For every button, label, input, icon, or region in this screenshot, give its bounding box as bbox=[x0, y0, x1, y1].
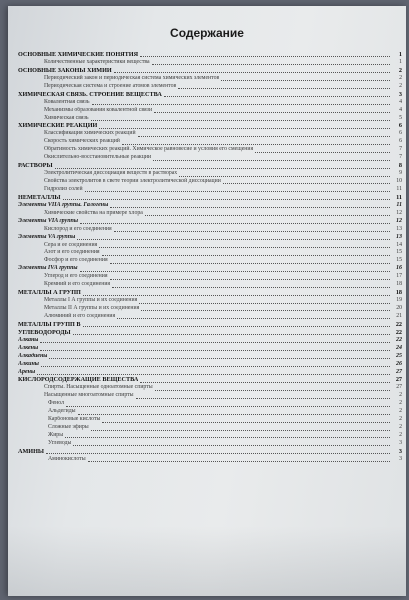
toc-entry-page-number: 18 bbox=[396, 281, 402, 288]
toc-dot-leader bbox=[78, 413, 390, 415]
toc-entry bbox=[18, 369, 402, 377]
toc-entry-label: Механизмы образования ковалентной связи bbox=[44, 106, 153, 113]
toc-dot-leader bbox=[91, 429, 390, 431]
toc-dot-leader bbox=[73, 333, 390, 335]
toc-entry-page-number: 11 bbox=[396, 185, 402, 192]
toc-entry-page-number: 17 bbox=[396, 273, 402, 280]
toc-entry-page-number: 12 bbox=[396, 209, 402, 216]
toc-entry-page-number: 2 bbox=[399, 74, 402, 81]
toc-entry bbox=[18, 210, 402, 218]
toc-dot-leader bbox=[117, 317, 390, 319]
toc-dot-leader bbox=[63, 198, 391, 200]
toc-entry bbox=[18, 289, 402, 297]
toc-entry bbox=[18, 146, 402, 154]
toc-dot-leader bbox=[83, 294, 390, 296]
toc-entry-page-number: 22 bbox=[395, 320, 402, 328]
toc-dot-leader bbox=[80, 270, 390, 272]
toc-entry-label: ОСНОВНЫЕ ХИМИЧЕСКИЕ ПОНЯТИЯ bbox=[18, 51, 139, 58]
toc-entry-page-number: 13 bbox=[396, 233, 402, 240]
toc-entry-label: Кислород и его соединения bbox=[44, 225, 112, 232]
toc-entry-label: Альдегиды bbox=[48, 408, 76, 415]
toc-entry bbox=[18, 67, 402, 75]
toc-dot-leader bbox=[88, 460, 390, 462]
toc-dot-leader bbox=[102, 254, 390, 256]
toc-entry bbox=[18, 456, 402, 464]
toc-entry-page-number: 7 bbox=[399, 146, 402, 153]
toc-entry-label: МЕТАЛЛЫ А ГРУПП bbox=[18, 289, 81, 297]
toc-entry bbox=[18, 51, 402, 59]
toc-entry-page-number: 18 bbox=[395, 289, 402, 297]
toc-dot-leader bbox=[99, 127, 390, 129]
toc-entry-page-number: 22 bbox=[396, 336, 402, 343]
toc-entry-page-number: 6 bbox=[399, 130, 402, 137]
toc-entry-label: Свойства электролитов в свете теории электролитической диссоциации bbox=[44, 178, 221, 184]
toc-entry bbox=[18, 162, 402, 170]
toc-entry-label: Металлы I А группы и их соединения bbox=[44, 297, 138, 304]
toc-entry-page-number: 2 bbox=[399, 408, 402, 415]
toc-dot-leader bbox=[37, 373, 390, 375]
toc-entry-label: Элементы VA группы bbox=[18, 233, 76, 240]
toc-entry-label: Металлы II А группы и их соединения bbox=[44, 305, 140, 311]
toc-entry-page-number: 25 bbox=[396, 352, 402, 359]
toc-entry bbox=[18, 273, 402, 281]
toc-dot-leader bbox=[139, 302, 390, 304]
toc-entry-page-number: 14 bbox=[396, 241, 402, 248]
toc-dot-leader bbox=[155, 389, 390, 391]
toc-entry-page-number: 15 bbox=[396, 257, 402, 264]
toc-dot-leader bbox=[164, 95, 390, 97]
toc-entry bbox=[18, 384, 402, 392]
toc-entry bbox=[18, 353, 402, 361]
table-of-contents bbox=[18, 51, 402, 464]
toc-entry-label: Скорость химических реакций bbox=[44, 138, 120, 145]
toc-dot-leader bbox=[110, 206, 390, 208]
toc-entry bbox=[18, 115, 402, 123]
toc-entry-label: Алкадиены bbox=[18, 352, 48, 359]
toc-entry-label: Элементы VIIA группы. Галогены bbox=[18, 201, 109, 208]
toc-entry-label: РАСТВОРЫ bbox=[18, 162, 53, 170]
toc-dot-leader bbox=[141, 309, 390, 311]
toc-entry-label: Алкины bbox=[18, 360, 39, 367]
toc-entry-label: Углеводы bbox=[48, 439, 72, 446]
toc-entry-page-number: 1 bbox=[398, 51, 402, 58]
toc-dot-leader bbox=[92, 103, 391, 105]
toc-dot-leader bbox=[221, 79, 390, 81]
document-page bbox=[8, 6, 406, 596]
toc-entry bbox=[18, 432, 402, 440]
toc-dot-leader bbox=[136, 397, 390, 399]
toc-entry-page-number: 9 bbox=[399, 170, 402, 177]
toc-entry-page-number: 2 bbox=[399, 416, 402, 423]
toc-entry-page-number: 3 bbox=[399, 455, 402, 462]
toc-dot-leader bbox=[80, 222, 390, 224]
toc-entry-label: Периодический закон и периодическая система химических элементов bbox=[44, 74, 220, 81]
toc-dot-leader bbox=[66, 405, 390, 407]
toc-dot-leader bbox=[83, 325, 391, 327]
toc-entry-page-number: 2 bbox=[399, 392, 402, 399]
toc-dot-leader bbox=[91, 119, 390, 121]
toc-entry-page-number: 12 bbox=[396, 217, 402, 224]
toc-entry-label: КИСЛОРОДСОДЕРЖАЩИЕ ВЕЩЕСТВА bbox=[18, 376, 139, 384]
toc-entry-label: Классификация химических реакций bbox=[44, 130, 136, 137]
toc-entry-label: ОСНОВНЫЕ ЗАКОНЫ ХИМИИ bbox=[18, 66, 112, 74]
toc-entry-label: АМИНЫ bbox=[18, 447, 45, 455]
toc-entry-page-number: 6 bbox=[399, 138, 402, 145]
toc-entry-label: Алюминий и его соединения bbox=[44, 312, 116, 319]
toc-entry-label: Элементы VIA группы bbox=[18, 217, 79, 224]
toc-dot-leader bbox=[46, 452, 390, 454]
toc-entry-label: Обратимость химических реакций. Химическое равновесие и условия его смещения bbox=[44, 146, 254, 153]
toc-entry bbox=[18, 265, 402, 273]
toc-dot-leader bbox=[114, 71, 390, 73]
toc-entry bbox=[18, 400, 402, 408]
toc-entry-label: Жиры bbox=[48, 432, 64, 438]
toc-entry bbox=[18, 122, 402, 130]
toc-dot-leader bbox=[112, 286, 390, 288]
toc-entry-page-number: 11 bbox=[396, 201, 402, 208]
toc-entry bbox=[18, 202, 402, 210]
toc-entry-page-number: 21 bbox=[396, 312, 402, 319]
toc-entry bbox=[18, 329, 402, 337]
toc-dot-leader bbox=[140, 55, 390, 57]
toc-entry bbox=[18, 107, 402, 115]
toc-dot-leader bbox=[110, 278, 390, 280]
toc-entry-label: Алканы bbox=[18, 336, 39, 343]
toc-entry-label: МЕТАЛЛЫ ГРУПП В bbox=[18, 320, 81, 328]
toc-entry-page-number: 4 bbox=[399, 98, 402, 105]
toc-dot-leader bbox=[153, 159, 390, 161]
toc-entry-label: Химическая связь bbox=[44, 114, 89, 121]
toc-entry-page-number: 10 bbox=[396, 178, 402, 184]
toc-dot-leader bbox=[85, 190, 390, 192]
toc-entry bbox=[18, 345, 402, 353]
toc-entry bbox=[18, 130, 402, 138]
toc-entry-page-number: 26 bbox=[396, 360, 402, 367]
toc-entry-page-number: 4 bbox=[399, 106, 402, 113]
toc-entry-page-number: 8 bbox=[398, 162, 402, 170]
toc-dot-leader bbox=[73, 444, 390, 446]
toc-entry-label: Элементы IVA группы bbox=[18, 265, 78, 272]
toc-entry-page-number: 3 bbox=[399, 439, 402, 446]
toc-entry-label: ХИМИЧЕСКИЕ РЕАКЦИИ bbox=[18, 122, 98, 130]
toc-entry-page-number: 24 bbox=[396, 344, 402, 351]
toc-entry-page-number: 13 bbox=[396, 225, 402, 232]
page-title: Содержание bbox=[170, 26, 244, 40]
toc-entry bbox=[18, 257, 402, 265]
toc-entry-label: Карбоновые кислоты bbox=[48, 416, 101, 423]
toc-entry-page-number: 20 bbox=[396, 305, 402, 311]
toc-entry-page-number: 27 bbox=[395, 376, 402, 384]
toc-entry-page-number: 3 bbox=[398, 90, 402, 98]
toc-dot-leader bbox=[65, 436, 390, 438]
toc-entry bbox=[18, 91, 402, 99]
toc-dot-leader bbox=[152, 63, 390, 65]
toc-entry-label: Спирты. Насыщенные одноатомные спирты bbox=[44, 384, 153, 391]
toc-dot-leader bbox=[49, 357, 390, 359]
toc-entry bbox=[18, 242, 402, 250]
toc-entry-page-number: 27 bbox=[396, 368, 402, 375]
toc-entry-label: Углерод и его соединения bbox=[44, 273, 108, 280]
toc-dot-leader bbox=[138, 135, 390, 137]
toc-entry-page-number: 5 bbox=[399, 114, 402, 121]
toc-entry-label: Сложные эфиры bbox=[48, 424, 89, 431]
toc-entry bbox=[18, 59, 402, 67]
toc-dot-leader bbox=[145, 214, 390, 216]
toc-entry-label: Количественные характеристики вещества bbox=[44, 58, 150, 65]
toc-entry-label: УГЛЕВОДОРОДЫ bbox=[18, 328, 71, 336]
toc-entry bbox=[18, 234, 402, 242]
toc-dot-leader bbox=[40, 341, 390, 343]
toc-dot-leader bbox=[99, 246, 390, 248]
toc-entry-page-number: 6 bbox=[398, 122, 402, 130]
toc-entry bbox=[18, 249, 402, 257]
toc-dot-leader bbox=[77, 238, 390, 240]
toc-entry-page-number: 7 bbox=[399, 154, 402, 161]
toc-entry-label: Гидролиз солей bbox=[44, 185, 83, 192]
toc-dot-leader bbox=[140, 381, 390, 383]
toc-entry-page-number: 27 bbox=[396, 384, 402, 391]
toc-entry bbox=[18, 448, 402, 456]
toc-entry bbox=[18, 361, 402, 369]
toc-entry bbox=[18, 178, 402, 186]
toc-entry-page-number: 15 bbox=[396, 249, 402, 256]
toc-dot-leader bbox=[223, 182, 390, 184]
toc-dot-leader bbox=[40, 349, 390, 351]
toc-entry-label: Аминокислоты bbox=[48, 455, 86, 462]
toc-entry-label: Азот и его соединения bbox=[44, 249, 100, 256]
toc-entry bbox=[18, 408, 402, 416]
toc-dot-leader bbox=[41, 365, 390, 367]
toc-entry bbox=[18, 305, 402, 313]
toc-entry bbox=[18, 138, 402, 146]
toc-dot-leader bbox=[122, 143, 390, 145]
toc-entry-label: Арены bbox=[18, 368, 36, 375]
toc-entry bbox=[18, 416, 402, 424]
toc-entry-label: Алкены bbox=[18, 344, 39, 351]
toc-entry-page-number: 19 bbox=[396, 297, 402, 304]
toc-entry-label: Кремний и его соединения bbox=[44, 281, 111, 288]
toc-entry bbox=[18, 424, 402, 432]
toc-dot-leader bbox=[178, 87, 390, 89]
toc-entry bbox=[18, 376, 402, 384]
toc-entry-page-number: 2 bbox=[399, 82, 402, 89]
toc-entry-page-number: 11 bbox=[396, 193, 402, 201]
toc-entry bbox=[18, 170, 402, 178]
toc-entry-label: Фенол bbox=[48, 400, 64, 407]
toc-entry-page-number: 2 bbox=[398, 66, 402, 74]
toc-dot-leader bbox=[255, 151, 390, 153]
toc-dot-leader bbox=[55, 167, 390, 169]
toc-entry-page-number: 16 bbox=[396, 265, 402, 272]
toc-entry bbox=[18, 194, 402, 202]
toc-entry bbox=[18, 75, 402, 83]
toc-entry bbox=[18, 218, 402, 226]
toc-entry bbox=[18, 186, 402, 194]
toc-entry-label: Электролитическая диссоциация веществ в растворах bbox=[44, 170, 178, 177]
toc-entry-page-number: 1 bbox=[399, 58, 402, 65]
toc-entry-label: Окислительно-восстановительные реакции bbox=[44, 154, 152, 161]
toc-entry-page-number: 2 bbox=[399, 432, 402, 438]
toc-dot-leader bbox=[102, 421, 390, 423]
toc-entry-label: Периодическая система и строение атомов элементов bbox=[44, 82, 177, 89]
toc-entry bbox=[18, 154, 402, 162]
toc-entry-label: НЕМЕТАЛЛЫ bbox=[18, 193, 61, 201]
toc-dot-leader bbox=[154, 111, 390, 113]
toc-entry bbox=[18, 297, 402, 305]
toc-entry-label: Ковалентная связь bbox=[44, 98, 90, 105]
toc-entry-page-number: 22 bbox=[395, 328, 402, 336]
toc-dot-leader bbox=[114, 230, 390, 232]
toc-entry bbox=[18, 321, 402, 329]
toc-entry bbox=[18, 226, 402, 234]
toc-dot-leader bbox=[179, 175, 390, 177]
toc-entry bbox=[18, 337, 402, 345]
toc-entry bbox=[18, 440, 402, 448]
toc-entry-label: Сера и ее соединения bbox=[44, 241, 98, 248]
toc-entry bbox=[18, 392, 402, 400]
toc-dot-leader bbox=[110, 262, 390, 264]
toc-entry-label: Фосфор и его соединения bbox=[44, 257, 108, 264]
toc-entry-page-number: 3 bbox=[398, 447, 402, 455]
toc-entry bbox=[18, 83, 402, 91]
toc-entry-label: Насыщенные многоатомные спирты bbox=[44, 392, 134, 399]
toc-entry bbox=[18, 313, 402, 321]
toc-entry-page-number: 2 bbox=[399, 424, 402, 431]
toc-entry-label: Химические свойства на примере хлора bbox=[44, 209, 143, 216]
toc-entry bbox=[18, 281, 402, 289]
toc-entry bbox=[18, 99, 402, 107]
toc-entry-label: ХИМИЧЕСКАЯ СВЯЗЬ. СТРОЕНИЕ ВЕЩЕСТВА bbox=[18, 90, 162, 98]
toc-entry-page-number: 2 bbox=[399, 400, 402, 407]
